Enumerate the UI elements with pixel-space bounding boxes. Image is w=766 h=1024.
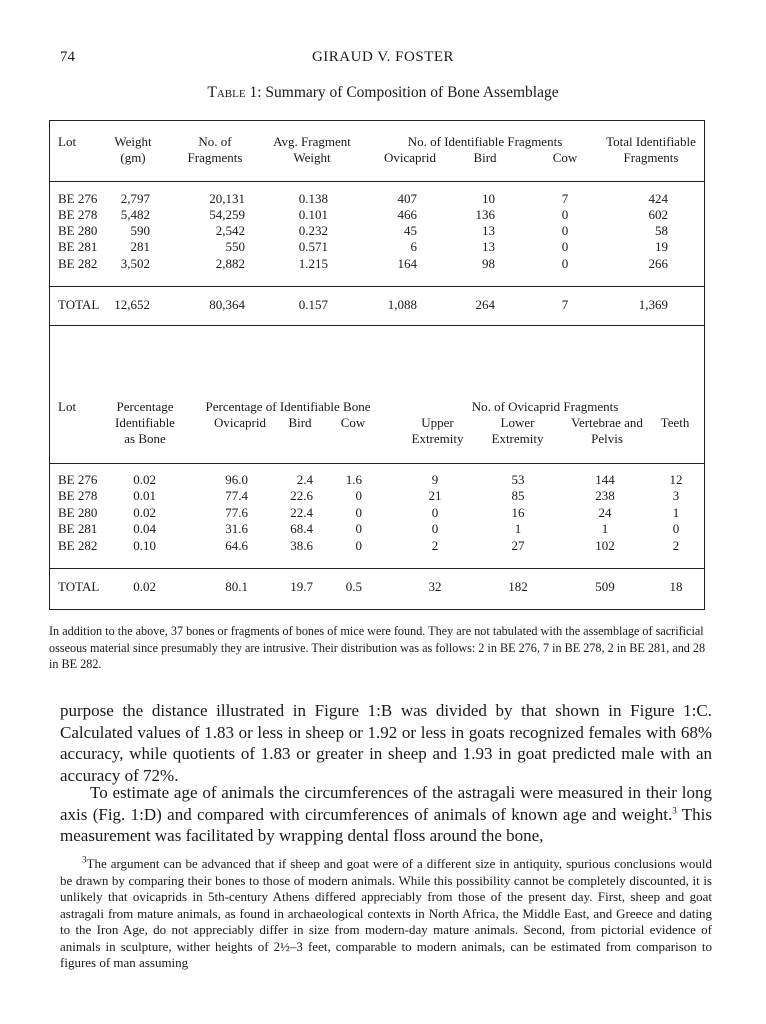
table-row-2-lot: BE 278 <box>58 207 98 222</box>
table-row-5-lot: BE 282 <box>58 256 98 271</box>
total-row-bird: 19.7 <box>290 579 313 594</box>
table-row-1-lower: 53 <box>511 472 525 487</box>
col-header-bird: Bird <box>473 150 497 165</box>
table-caption-label: Table <box>207 84 246 101</box>
table-section-rule <box>49 325 705 326</box>
col-header-cow-b: Cow <box>340 415 366 430</box>
table-row-1-nofrag: 20,131 <box>209 191 245 206</box>
table-row-2-weight: 5,482 <box>120 207 150 222</box>
total-row-cow: 7 <box>561 297 569 312</box>
col-header-weight: Weight <box>114 134 152 149</box>
table-row-3-vert: 24 <box>598 505 612 520</box>
table-row-2-cow: 0 <box>355 488 362 503</box>
table-row-2-bird: 136 <box>475 207 495 222</box>
table-row-3-lot: BE 280 <box>58 223 98 238</box>
col-header-cow: Cow <box>552 150 578 165</box>
table-row-5-pct: 0.10 <box>133 538 156 553</box>
table-row-5-upper: 2 <box>431 538 439 553</box>
table-caption <box>0 84 766 102</box>
table-row-3-total: 58 <box>655 223 668 238</box>
table-row-5-lot: BE 282 <box>58 538 98 553</box>
body-paragraph-2-cont: This measurement was facilitated by wrapping dental floss around the bone, <box>60 804 713 845</box>
table-row-2-lot: BE 278 <box>58 488 98 503</box>
table-row-5-total: 266 <box>648 256 668 271</box>
table-row-4-avg: 0.571 <box>298 239 328 254</box>
table-row-1-bird: 10 <box>482 191 495 206</box>
table-row-5-nofrag: 2,882 <box>215 256 245 271</box>
col-header-upper-2: Extremity <box>411 431 464 446</box>
col-header-ovicaprid: Ovicaprid <box>384 150 436 165</box>
col-header-percentage-2: Identifiable <box>115 415 175 430</box>
table-row-4-upper: 0 <box>431 521 439 536</box>
table-row-3-nofrag: 2,542 <box>215 223 245 238</box>
table-caption-number: 1: <box>249 84 262 101</box>
table-row-2-total: 602 <box>648 207 668 222</box>
table-row-2-avg: 0.101 <box>298 207 328 222</box>
table-row-2-lower: 85 <box>511 488 525 503</box>
table-row-5-bird: 38.6 <box>290 538 313 553</box>
table-row-3-ovi: 45 <box>404 223 417 238</box>
table-row-3-bird: 22.4 <box>290 505 313 520</box>
table-row-1-lot: BE 276 <box>58 472 98 487</box>
col-header-teeth: Teeth <box>660 415 690 430</box>
table-row-5-vert: 102 <box>595 538 615 553</box>
table-row-3-upper: 0 <box>431 505 439 520</box>
col-header-vertebrae: Vertebrae and <box>571 415 643 430</box>
table-row-2-pct: 0.01 <box>133 488 156 503</box>
col-group-pct-identifiable: Percentage of Identifiable Bone <box>205 399 371 414</box>
total-row-cow: 0.5 <box>345 579 362 594</box>
total-row-ovi: 80.1 <box>225 579 248 594</box>
page-number: 74 <box>60 49 75 65</box>
total-row-nofrag: 80,364 <box>209 297 245 312</box>
col-header-avg-weight: Avg. Fragment <box>273 134 351 149</box>
table-row-2-ovi: 77.4 <box>225 488 248 503</box>
table-row-3-cow: 0 <box>561 223 569 238</box>
col-group-identifiable: No. of Identifiable Fragments <box>407 134 563 149</box>
col-header-lower: Lower <box>500 415 535 430</box>
table-a-header-rule <box>49 181 705 182</box>
table-row-4-cow: 0 <box>355 521 362 536</box>
body-paragraph-1: purpose the distance illustrated in Figure 1:B was divided by that shown in Figure 1:C. Calculated values of 1.83 or less in sheep or 1.92 or less in goats recognized females with 68% accuracy, while quotients of 1.83 or greater in sheep and 1.93 in goat predicted male with an accuracy of 72%. <box>60 701 712 785</box>
total-row-lot: TOTAL <box>58 297 100 312</box>
table-row-5-cow: 0 <box>561 256 569 271</box>
total-row-upper: 32 <box>428 579 442 594</box>
total-row-weight: 12,652 <box>114 297 150 312</box>
table-row-1-weight: 2,797 <box>120 191 150 206</box>
table-row-1-total: 424 <box>648 191 668 206</box>
table-row-4-bird: 13 <box>482 239 495 254</box>
table-row-4-lot: BE 281 <box>58 521 98 536</box>
table-row-1-pct: 0.02 <box>133 472 156 487</box>
table-row-2-upper: 21 <box>428 488 442 503</box>
table-row-4-pct: 0.04 <box>133 521 156 536</box>
table-row-1-cow: 1.6 <box>345 472 362 487</box>
table-footnote: In addition to the above, 37 bones or fragments of bones of mice were found. They are not tabulated with the assemblage of sacrificial osseous material since presumably they are intrusive. Their distribution was as follows: 2 in BE 276, 7 in BE 278, 2 in BE 281, and 28 in BE 282. <box>49 624 706 671</box>
col-group-ovicaprid-fragments: No. of Ovicaprid Fragments <box>471 399 619 414</box>
total-row-teeth: 18 <box>669 579 683 594</box>
col-header-lot-b: Lot <box>58 399 77 414</box>
col-header-lower-2: Extremity <box>491 431 544 446</box>
footnote-3 <box>60 856 712 972</box>
table-b-header-rule <box>49 463 705 464</box>
total-row-total: 1,369 <box>638 297 668 312</box>
table-row-1-lot: BE 276 <box>58 191 98 206</box>
table-row-5-weight: 3,502 <box>120 256 150 271</box>
col-header-bird-b: Bird <box>288 415 312 430</box>
table-row-5-bird: 98 <box>482 256 495 271</box>
col-header-avg-weight-2: Weight <box>293 150 331 165</box>
table-row-5-avg: 1.215 <box>298 256 328 271</box>
running-head: GIRAUD V. FOSTER <box>311 49 455 65</box>
footnote-ref-3: 3 <box>672 804 677 815</box>
total-row-bird: 264 <box>475 297 495 312</box>
table-row-4-lot: BE 281 <box>58 239 98 254</box>
table-row-5-ovi: 64.6 <box>225 538 248 553</box>
footnote-3-text: The argument can be advanced that if sheep and goat were of a different size in antiquity, spurious conclusions would be drawn by comparing their bones to those of modern animals. While this possibility cannot be completely discounted, it is unlikely that ovicaprids in 5th-century Athens differed appreciably from those of the present day. First, sheep and goat astragali from mature animals, as found in archaeological contexts in North Africa, the Middle East, and Greece and dating to the Iron Age, do not appreciably differ in size from modern-day mature animals. Second, from pictorial evidence of animals in sculpture, wither heights of 2½–3 feet, comparable to modern animals, can be estimated from comparison to figures of man assuming <box>60 856 712 970</box>
table-row-3-teeth: 1 <box>672 505 680 520</box>
total-row-lower: 182 <box>508 579 528 594</box>
table-b-total-rule <box>49 568 705 569</box>
table-row-3-bird: 13 <box>482 223 495 238</box>
total-row-pct: 0.02 <box>133 579 156 594</box>
col-header-lot: Lot <box>58 134 77 149</box>
table-row-5-lower: 27 <box>511 538 525 553</box>
table-row-4-ovi: 31.6 <box>225 521 248 536</box>
col-header-total-identifiable-2: Fragments <box>623 150 679 165</box>
table-caption-title: Summary of Composition of Bone Assemblage <box>265 84 559 101</box>
table-row-4-nofrag: 550 <box>225 239 245 254</box>
col-header-weight-unit: (gm) <box>120 150 146 165</box>
table-row-3-avg: 0.232 <box>298 223 328 238</box>
total-row-lot: TOTAL <box>58 579 100 594</box>
table-row-1-upper: 9 <box>431 472 439 487</box>
body-paragraph-2 <box>60 782 712 847</box>
table-row-1-avg: 0.138 <box>298 191 328 206</box>
table-row-1-teeth: 12 <box>669 472 683 487</box>
table-row-1-ovi: 407 <box>397 191 417 206</box>
col-header-percentage: Percentage <box>116 399 174 414</box>
table-row-4-ovi: 6 <box>410 239 417 254</box>
table-row-3-weight: 590 <box>130 223 150 238</box>
table-row-3-cow: 0 <box>355 505 362 520</box>
table-row-2-ovi: 466 <box>397 207 417 222</box>
table-row-2-vert: 238 <box>595 488 615 503</box>
table-row-2-cow: 0 <box>561 207 569 222</box>
table-row-3-lower: 16 <box>511 505 525 520</box>
table-row-1-ovi: 96.0 <box>225 472 248 487</box>
footnote-3-marker: 3 <box>82 854 87 865</box>
col-header-ovicaprid-b: Ovicaprid <box>214 415 266 430</box>
col-header-percentage-3: as Bone <box>124 431 166 446</box>
table-row-4-total: 19 <box>655 239 668 254</box>
table-row-4-cow: 0 <box>561 239 569 254</box>
table-a-total-rule <box>49 286 705 287</box>
table-row-5-cow: 0 <box>355 538 362 553</box>
table-row-1-cow: 7 <box>561 191 569 206</box>
total-row-avg: 0.157 <box>298 297 328 312</box>
table-row-4-lower: 1 <box>514 521 522 536</box>
table-row-5-teeth: 2 <box>672 538 680 553</box>
table-row-3-lot: BE 280 <box>58 505 98 520</box>
table-row-4-bird: 68.4 <box>290 521 313 536</box>
table-row-5-ovi: 164 <box>397 256 417 271</box>
table-row-1-bird: 2.4 <box>296 472 313 487</box>
table-row-2-teeth: 3 <box>672 488 680 503</box>
col-header-total-identifiable: Total Identifiable <box>606 134 696 149</box>
table-row-1-vert: 144 <box>595 472 615 487</box>
col-header-no-fragments-2: Fragments <box>187 150 243 165</box>
table-row-4-weight: 281 <box>130 239 150 254</box>
table-row-4-teeth: 0 <box>672 521 680 536</box>
col-header-upper: Upper <box>421 415 454 430</box>
table-row-2-bird: 22.6 <box>290 488 313 503</box>
table-row-3-pct: 0.02 <box>133 505 156 520</box>
table-row-3-ovi: 77.6 <box>225 505 248 520</box>
total-row-vert: 509 <box>595 579 615 594</box>
total-row-ovi: 1,088 <box>387 297 417 312</box>
table-row-4-vert: 1 <box>601 521 609 536</box>
body-paragraph-2-text: To estimate age of animals the circumferences of the astragali were measured in their long axis (Fig. 1:D) and compared with circumferences of animals of known age and weight. <box>60 783 712 824</box>
col-header-no-fragments: No. of <box>198 134 232 149</box>
table-row-2-nofrag: 54,259 <box>209 207 245 222</box>
col-header-vertebrae-2: Pelvis <box>591 431 623 446</box>
